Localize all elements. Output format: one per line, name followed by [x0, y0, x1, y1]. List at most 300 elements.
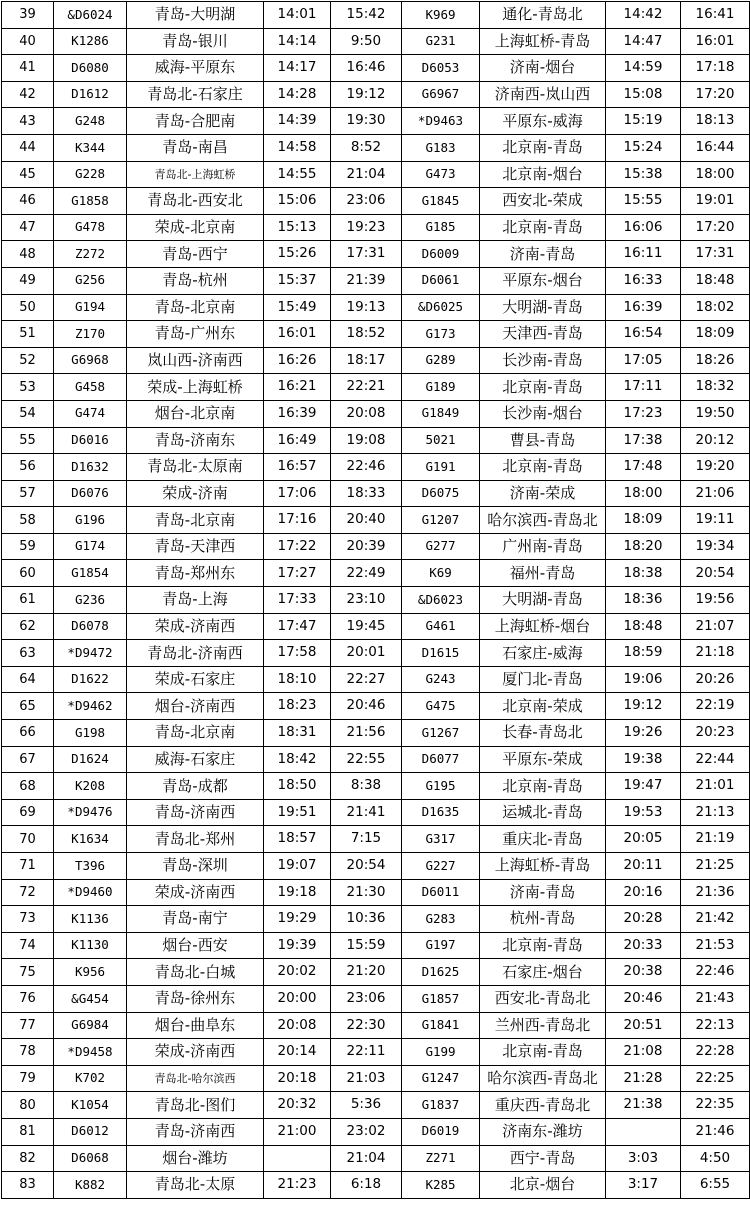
- row-number: 44: [2, 134, 54, 161]
- arrival-train-number: G473: [402, 161, 480, 188]
- arrival-terminal-time: 20:23: [681, 720, 750, 747]
- table-row: [2, 906, 750, 933]
- departure-train-number: G6968: [54, 347, 127, 374]
- table-row: [2, 134, 750, 161]
- departure-route: 青岛北-太原: [127, 1172, 264, 1199]
- arrival-route: 福州-青岛: [480, 560, 606, 587]
- arrival-route: 上海虹桥-青岛: [480, 853, 606, 880]
- arrival-route: 平原东-威海: [480, 108, 606, 135]
- arrival-time: 21:04: [331, 161, 402, 188]
- row-number: 77: [2, 1012, 54, 1039]
- departure-train-number: D6078: [54, 613, 127, 640]
- departure-time: 15:13: [264, 214, 331, 241]
- table-row: [2, 1145, 750, 1172]
- table-row: [2, 1039, 750, 1066]
- arrival-time: 21:20: [331, 959, 402, 986]
- arrival-train-number: G1841: [402, 1012, 480, 1039]
- table-row: [2, 480, 750, 507]
- arrival-time: 20:40: [331, 507, 402, 534]
- arrival-departure-time: 19:12: [606, 693, 681, 720]
- table-row: [2, 2, 750, 29]
- arrival-route: 通化-青岛北: [480, 2, 606, 29]
- arrival-departure-time: 16:11: [606, 241, 681, 268]
- departure-time: 18:31: [264, 720, 331, 747]
- arrival-terminal-time: 21:06: [681, 480, 750, 507]
- departure-route: 青岛北-西安北: [127, 188, 264, 215]
- departure-train-number: K956: [54, 959, 127, 986]
- arrival-time: 20:39: [331, 533, 402, 560]
- departure-route: 岚山西-济南西: [127, 347, 264, 374]
- arrival-departure-time: 15:08: [606, 81, 681, 108]
- arrival-train-number: D6053: [402, 55, 480, 82]
- departure-train-number: D6080: [54, 55, 127, 82]
- table-row: [2, 773, 750, 800]
- arrival-departure-time: 21:28: [606, 1065, 681, 1092]
- departure-train-number: K1634: [54, 826, 127, 853]
- arrival-terminal-time: 18:09: [681, 321, 750, 348]
- departure-train-number: G478: [54, 214, 127, 241]
- arrival-route: 大明湖-青岛: [480, 587, 606, 614]
- arrival-route: 北京南-烟台: [480, 161, 606, 188]
- arrival-time: 23:06: [331, 188, 402, 215]
- arrival-route: 济南东-潍坊: [480, 1118, 606, 1145]
- departure-time: 17:16: [264, 507, 331, 534]
- arrival-time: 19:12: [331, 81, 402, 108]
- arrival-terminal-time: 18:13: [681, 108, 750, 135]
- departure-train-number: D6016: [54, 427, 127, 454]
- arrival-train-number: D6009: [402, 241, 480, 268]
- arrival-terminal-time: 17:20: [681, 214, 750, 241]
- row-number: 82: [2, 1145, 54, 1172]
- arrival-departure-time: 18:59: [606, 640, 681, 667]
- departure-route: 青岛-济南西: [127, 1118, 264, 1145]
- arrival-route: 石家庄-烟台: [480, 959, 606, 986]
- departure-train-number: D6076: [54, 480, 127, 507]
- arrival-terminal-time: 16:01: [681, 28, 750, 55]
- row-number: 54: [2, 400, 54, 427]
- row-number: 62: [2, 613, 54, 640]
- arrival-departure-time: 3:03: [606, 1145, 681, 1172]
- departure-train-number: G1858: [54, 188, 127, 215]
- arrival-departure-time: 17:38: [606, 427, 681, 454]
- departure-train-number: *D9458: [54, 1039, 127, 1066]
- departure-time: 15:37: [264, 267, 331, 294]
- arrival-route: 北京南-青岛: [480, 374, 606, 401]
- arrival-departure-time: 14:47: [606, 28, 681, 55]
- arrival-time: 8:52: [331, 134, 402, 161]
- arrival-route: 济南-荣成: [480, 480, 606, 507]
- departure-time: 15:26: [264, 241, 331, 268]
- departure-route: 青岛-北京南: [127, 294, 264, 321]
- departure-route: 青岛-天津西: [127, 533, 264, 560]
- row-number: 75: [2, 959, 54, 986]
- arrival-train-number: G289: [402, 347, 480, 374]
- arrival-time: 20:46: [331, 693, 402, 720]
- arrival-terminal-time: 21:13: [681, 799, 750, 826]
- arrival-terminal-time: 22:28: [681, 1039, 750, 1066]
- arrival-route: 重庆北-青岛: [480, 826, 606, 853]
- table-row: [2, 985, 750, 1012]
- departure-time: 19:18: [264, 879, 331, 906]
- departure-time: 17:27: [264, 560, 331, 587]
- row-number: 81: [2, 1118, 54, 1145]
- arrival-terminal-time: 22:13: [681, 1012, 750, 1039]
- arrival-train-number: G1845: [402, 188, 480, 215]
- departure-route: 青岛-济南西: [127, 799, 264, 826]
- table-row: [2, 1012, 750, 1039]
- departure-time: 16:49: [264, 427, 331, 454]
- arrival-terminal-time: 22:25: [681, 1065, 750, 1092]
- arrival-route: 曹县-青岛: [480, 427, 606, 454]
- arrival-train-number: D1635: [402, 799, 480, 826]
- arrival-terminal-time: 21:01: [681, 773, 750, 800]
- table-row: [2, 720, 750, 747]
- arrival-terminal-time: 20:26: [681, 666, 750, 693]
- departure-time: 14:17: [264, 55, 331, 82]
- arrival-terminal-time: 17:20: [681, 81, 750, 108]
- departure-route: 青岛-郑州东: [127, 560, 264, 587]
- departure-time: 19:39: [264, 932, 331, 959]
- arrival-train-number: D6011: [402, 879, 480, 906]
- departure-train-number: G174: [54, 533, 127, 560]
- arrival-train-number: D6077: [402, 746, 480, 773]
- table-row: [2, 188, 750, 215]
- arrival-terminal-time: 21:42: [681, 906, 750, 933]
- arrival-train-number: G197: [402, 932, 480, 959]
- arrival-departure-time: 17:48: [606, 454, 681, 481]
- departure-time: 18:23: [264, 693, 331, 720]
- arrival-departure-time: 15:24: [606, 134, 681, 161]
- departure-time: 17:33: [264, 587, 331, 614]
- arrival-terminal-time: 16:44: [681, 134, 750, 161]
- departure-route: 青岛-上海: [127, 587, 264, 614]
- departure-train-number: D1612: [54, 81, 127, 108]
- arrival-terminal-time: 16:41: [681, 2, 750, 29]
- row-number: 56: [2, 454, 54, 481]
- departure-time: 16:57: [264, 454, 331, 481]
- table-row: [2, 1118, 750, 1145]
- arrival-train-number: D1625: [402, 959, 480, 986]
- table-row: [2, 746, 750, 773]
- arrival-departure-time: 20:33: [606, 932, 681, 959]
- departure-route: 烟台-西安: [127, 932, 264, 959]
- table-row: [2, 826, 750, 853]
- arrival-time: 18:17: [331, 347, 402, 374]
- row-number: 42: [2, 81, 54, 108]
- arrival-terminal-time: 17:18: [681, 55, 750, 82]
- arrival-route: 西宁-青岛: [480, 1145, 606, 1172]
- departure-route: 威海-平原东: [127, 55, 264, 82]
- departure-time: 14:28: [264, 81, 331, 108]
- arrival-route: 北京-烟台: [480, 1172, 606, 1199]
- departure-train-number: D6012: [54, 1118, 127, 1145]
- departure-route: 青岛-南宁: [127, 906, 264, 933]
- departure-route: 荣成-济南西: [127, 613, 264, 640]
- departure-train-number: G196: [54, 507, 127, 534]
- arrival-route: 哈尔滨西-青岛北: [480, 1065, 606, 1092]
- departure-time: 16:01: [264, 321, 331, 348]
- departure-route: 青岛-合肥南: [127, 108, 264, 135]
- arrival-train-number: G475: [402, 693, 480, 720]
- table-row: [2, 347, 750, 374]
- arrival-terminal-time: 20:12: [681, 427, 750, 454]
- departure-time: 20:08: [264, 1012, 331, 1039]
- arrival-terminal-time: 18:48: [681, 267, 750, 294]
- departure-route: 青岛-北京南: [127, 720, 264, 747]
- row-number: 71: [2, 853, 54, 880]
- arrival-train-number: &D6023: [402, 587, 480, 614]
- arrival-train-number: G283: [402, 906, 480, 933]
- departure-time: 15:06: [264, 188, 331, 215]
- arrival-route: 天津西-青岛: [480, 321, 606, 348]
- arrival-departure-time: 20:05: [606, 826, 681, 853]
- departure-route: 烟台-曲阜东: [127, 1012, 264, 1039]
- table-row: [2, 1172, 750, 1199]
- departure-train-number: D1622: [54, 666, 127, 693]
- arrival-departure-time: 17:11: [606, 374, 681, 401]
- arrival-departure-time: 17:23: [606, 400, 681, 427]
- arrival-time: 22:21: [331, 374, 402, 401]
- arrival-departure-time: 3:17: [606, 1172, 681, 1199]
- arrival-train-number: G183: [402, 134, 480, 161]
- arrival-departure-time: 15:38: [606, 161, 681, 188]
- departure-train-number: Z170: [54, 321, 127, 348]
- arrival-route: 广州南-青岛: [480, 533, 606, 560]
- arrival-route: 济南-青岛: [480, 241, 606, 268]
- row-number: 48: [2, 241, 54, 268]
- row-number: 43: [2, 108, 54, 135]
- arrival-terminal-time: 19:56: [681, 587, 750, 614]
- row-number: 63: [2, 640, 54, 667]
- row-number: 67: [2, 746, 54, 773]
- arrival-train-number: D6061: [402, 267, 480, 294]
- arrival-time: 5:36: [331, 1092, 402, 1119]
- arrival-train-number: G1207: [402, 507, 480, 534]
- arrival-time: 21:39: [331, 267, 402, 294]
- arrival-terminal-time: 22:35: [681, 1092, 750, 1119]
- arrival-train-number: G6967: [402, 81, 480, 108]
- departure-time: 15:49: [264, 294, 331, 321]
- departure-route: 青岛北-济南西: [127, 640, 264, 667]
- arrival-departure-time: 20:11: [606, 853, 681, 880]
- arrival-departure-time: 16:06: [606, 214, 681, 241]
- arrival-terminal-time: 21:36: [681, 879, 750, 906]
- arrival-train-number: G1837: [402, 1092, 480, 1119]
- departure-time: 17:58: [264, 640, 331, 667]
- arrival-terminal-time: 18:26: [681, 347, 750, 374]
- departure-train-number: K1136: [54, 906, 127, 933]
- departure-route: 荣成-北京南: [127, 214, 264, 241]
- row-number: 78: [2, 1039, 54, 1066]
- arrival-train-number: K285: [402, 1172, 480, 1199]
- arrival-terminal-time: 22:19: [681, 693, 750, 720]
- departure-train-number: G256: [54, 267, 127, 294]
- arrival-time: 21:56: [331, 720, 402, 747]
- departure-route: 烟台-北京南: [127, 400, 264, 427]
- arrival-time: 22:46: [331, 454, 402, 481]
- departure-train-number: K1130: [54, 932, 127, 959]
- table-row: [2, 427, 750, 454]
- row-number: 41: [2, 55, 54, 82]
- arrival-time: 19:30: [331, 108, 402, 135]
- arrival-time: 21:03: [331, 1065, 402, 1092]
- arrival-time: 19:45: [331, 613, 402, 640]
- arrival-time: 17:31: [331, 241, 402, 268]
- table-row: [2, 400, 750, 427]
- row-number: 39: [2, 2, 54, 29]
- departure-train-number: K882: [54, 1172, 127, 1199]
- departure-train-number: G194: [54, 294, 127, 321]
- departure-time: 14:58: [264, 134, 331, 161]
- arrival-terminal-time: 21:43: [681, 985, 750, 1012]
- arrival-terminal-time: 19:11: [681, 507, 750, 534]
- arrival-departure-time: 19:06: [606, 666, 681, 693]
- arrival-time: 20:08: [331, 400, 402, 427]
- arrival-departure-time: 17:05: [606, 347, 681, 374]
- table-row: [2, 28, 750, 55]
- arrival-time: 21:41: [331, 799, 402, 826]
- table-row: [2, 799, 750, 826]
- departure-time: 17:47: [264, 613, 331, 640]
- arrival-route: 北京南-青岛: [480, 932, 606, 959]
- table-row: [2, 693, 750, 720]
- departure-route: 青岛-广州东: [127, 321, 264, 348]
- row-number: 51: [2, 321, 54, 348]
- arrival-departure-time: 14:59: [606, 55, 681, 82]
- arrival-route: 北京南-青岛: [480, 773, 606, 800]
- table-row: [2, 108, 750, 135]
- row-number: 64: [2, 666, 54, 693]
- arrival-route: 兰州西-青岛北: [480, 1012, 606, 1039]
- row-number: 50: [2, 294, 54, 321]
- arrival-time: 6:18: [331, 1172, 402, 1199]
- departure-time: 19:29: [264, 906, 331, 933]
- row-number: 59: [2, 533, 54, 560]
- table-row: [2, 932, 750, 959]
- arrival-time: 9:50: [331, 28, 402, 55]
- departure-route: 青岛-杭州: [127, 267, 264, 294]
- arrival-terminal-time: 21:07: [681, 613, 750, 640]
- table-row: [2, 507, 750, 534]
- table-row: [2, 267, 750, 294]
- arrival-departure-time: 21:08: [606, 1039, 681, 1066]
- arrival-terminal-time: 18:32: [681, 374, 750, 401]
- departure-route: 青岛北-上海虹桥: [127, 161, 264, 188]
- departure-route: 青岛-大明湖: [127, 2, 264, 29]
- departure-time: 20:18: [264, 1065, 331, 1092]
- departure-route: 烟台-济南西: [127, 693, 264, 720]
- arrival-train-number: Z271: [402, 1145, 480, 1172]
- arrival-route: 北京南-荣成: [480, 693, 606, 720]
- departure-route: 青岛北-太原南: [127, 454, 264, 481]
- table-row: [2, 640, 750, 667]
- arrival-route: 平原东-烟台: [480, 267, 606, 294]
- departure-train-number: G248: [54, 108, 127, 135]
- arrival-route: 北京南-青岛: [480, 214, 606, 241]
- arrival-route: 西安北-荣成: [480, 188, 606, 215]
- departure-route: 烟台-潍坊: [127, 1145, 264, 1172]
- arrival-train-number: G189: [402, 374, 480, 401]
- arrival-departure-time: 18:38: [606, 560, 681, 587]
- arrival-time: 22:30: [331, 1012, 402, 1039]
- arrival-terminal-time: 17:31: [681, 241, 750, 268]
- arrival-time: 20:01: [331, 640, 402, 667]
- arrival-time: 22:27: [331, 666, 402, 693]
- arrival-terminal-time: 22:46: [681, 959, 750, 986]
- row-number: 61: [2, 587, 54, 614]
- arrival-departure-time: 18:09: [606, 507, 681, 534]
- table-row: [2, 1065, 750, 1092]
- arrival-departure-time: 21:38: [606, 1092, 681, 1119]
- arrival-train-number: G1247: [402, 1065, 480, 1092]
- table-row: [2, 959, 750, 986]
- departure-time: 18:42: [264, 746, 331, 773]
- arrival-terminal-time: 22:44: [681, 746, 750, 773]
- row-number: 58: [2, 507, 54, 534]
- departure-train-number: *D9472: [54, 640, 127, 667]
- arrival-terminal-time: 21:53: [681, 932, 750, 959]
- arrival-time: 19:23: [331, 214, 402, 241]
- arrival-train-number: G1857: [402, 985, 480, 1012]
- departure-route: 青岛-深圳: [127, 853, 264, 880]
- table-row: [2, 161, 750, 188]
- arrival-departure-time: 19:38: [606, 746, 681, 773]
- arrival-departure-time: 14:42: [606, 2, 681, 29]
- departure-time: 16:39: [264, 400, 331, 427]
- arrival-time: 22:11: [331, 1039, 402, 1066]
- row-number: 74: [2, 932, 54, 959]
- table-row: [2, 294, 750, 321]
- arrival-time: 10:36: [331, 906, 402, 933]
- arrival-time: 7:15: [331, 826, 402, 853]
- arrival-departure-time: 15:19: [606, 108, 681, 135]
- arrival-train-number: G317: [402, 826, 480, 853]
- arrival-route: 济南西-岚山西: [480, 81, 606, 108]
- arrival-time: 16:46: [331, 55, 402, 82]
- departure-train-number: G458: [54, 374, 127, 401]
- arrival-departure-time: 20:38: [606, 959, 681, 986]
- departure-train-number: G1854: [54, 560, 127, 587]
- departure-train-number: D6068: [54, 1145, 127, 1172]
- row-number: 52: [2, 347, 54, 374]
- arrival-route: 北京南-青岛: [480, 454, 606, 481]
- table-row: [2, 879, 750, 906]
- departure-route: 荣成-济南: [127, 480, 264, 507]
- arrival-train-number: &D6025: [402, 294, 480, 321]
- row-number: 65: [2, 693, 54, 720]
- arrival-terminal-time: 18:02: [681, 294, 750, 321]
- departure-time: 17:06: [264, 480, 331, 507]
- table-row: [2, 454, 750, 481]
- departure-train-number: *D9460: [54, 879, 127, 906]
- arrival-departure-time: 19:26: [606, 720, 681, 747]
- arrival-route: 平原东-荣成: [480, 746, 606, 773]
- table-row: [2, 533, 750, 560]
- departure-time: 19:07: [264, 853, 331, 880]
- departure-route: 青岛北-哈尔滨西: [127, 1065, 264, 1092]
- arrival-train-number: G243: [402, 666, 480, 693]
- arrival-time: 22:55: [331, 746, 402, 773]
- arrival-departure-time: 20:28: [606, 906, 681, 933]
- row-number: 79: [2, 1065, 54, 1092]
- arrival-train-number: G277: [402, 533, 480, 560]
- arrival-train-number: D6075: [402, 480, 480, 507]
- arrival-time: 21:30: [331, 879, 402, 906]
- departure-train-number: G474: [54, 400, 127, 427]
- departure-time: 20:32: [264, 1092, 331, 1119]
- arrival-time: 23:02: [331, 1118, 402, 1145]
- row-number: 60: [2, 560, 54, 587]
